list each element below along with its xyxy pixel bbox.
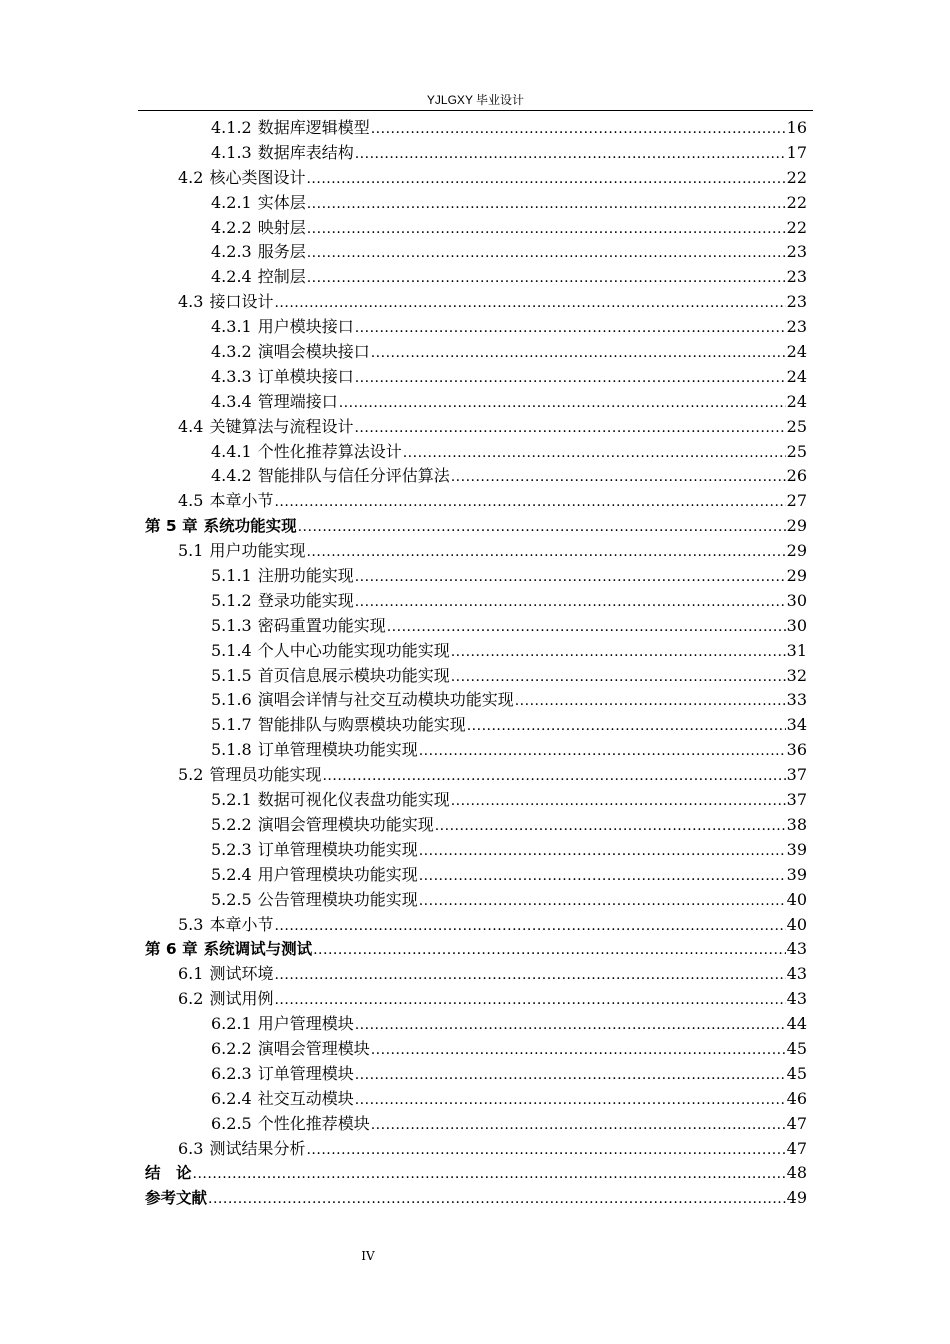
toc-entry-title: 关键算法与流程设计 <box>209 416 354 436</box>
toc-entry[interactable] <box>145 514 807 539</box>
toc-dot-leader <box>435 814 786 839</box>
toc-entry-number: 4.2.2 <box>211 217 252 237</box>
toc-dot-leader <box>307 192 786 217</box>
toc-entry-title: 用户管理模块 <box>257 1014 354 1034</box>
toc-entry-number: 5.1.2 <box>211 590 252 610</box>
toc-dot-leader <box>322 764 785 789</box>
toc-entry-number: 4.4 <box>178 416 204 436</box>
toc-entry-title: 服务层 <box>257 242 306 262</box>
toc-entry-title: 本章小节 <box>209 914 274 934</box>
toc-dot-leader <box>355 142 786 167</box>
toc-entry[interactable] <box>145 141 807 166</box>
toc-entry-title: 公告管理模块功能实现 <box>257 889 418 909</box>
toc-dot-leader <box>306 540 785 565</box>
toc-dot-leader <box>355 1063 786 1088</box>
toc-entry-number: 4.1.3 <box>211 142 252 162</box>
toc-entry-page: 46 <box>786 1088 807 1108</box>
toc-entry-title: 订单管理模块功能实现 <box>257 839 418 859</box>
toc-entry-title: 演唱会管理模块 <box>257 1038 370 1058</box>
toc-entry-number: 4.3 <box>178 292 204 312</box>
toc-entry[interactable] <box>145 937 807 962</box>
toc-entry-number: 4.3.4 <box>211 391 252 411</box>
toc-entry[interactable] <box>145 216 807 241</box>
toc-entry[interactable] <box>145 365 807 390</box>
toc-entry[interactable] <box>145 166 807 191</box>
toc-entry-page: 23 <box>786 242 807 262</box>
toc-entry-title: 实体层 <box>257 192 306 212</box>
toc-entry-number: 5.1.4 <box>211 640 252 660</box>
toc-entry-page: 48 <box>786 1163 807 1183</box>
toc-entry-title: 订单管理模块 <box>257 1063 354 1083</box>
toc-entry-page: 40 <box>786 889 807 909</box>
toc-dot-leader <box>355 1088 786 1113</box>
toc-entry-title: 智能排队与购票模块功能实现 <box>257 715 466 735</box>
toc-entry-title: 个性化推荐模块 <box>257 1113 370 1133</box>
toc-entry-number: 6.2.1 <box>211 1014 252 1034</box>
toc-entry-page: 25 <box>786 416 807 436</box>
toc-entry-page: 39 <box>786 864 807 884</box>
toc-entry-page: 37 <box>786 790 807 810</box>
toc-entry[interactable] <box>145 688 807 713</box>
toc-entry-title: 数据库表结构 <box>257 142 354 162</box>
toc-dot-leader <box>193 1162 786 1187</box>
toc-entry-number: 5.1 <box>178 541 204 561</box>
toc-entry-number: 5.2.1 <box>211 790 252 810</box>
toc-entry-number: 5.2.3 <box>211 839 252 859</box>
toc-entry-number: 5.1.3 <box>211 615 252 635</box>
toc-entry-title: 映射层 <box>257 217 306 237</box>
toc-entry[interactable] <box>145 763 807 788</box>
toc-entry-title: 系统功能实现 <box>203 517 297 536</box>
toc-dot-leader <box>451 665 786 690</box>
toc-entry-title: 测试结果分析 <box>209 1138 306 1158</box>
toc-entry-number: 5.1.6 <box>211 690 252 710</box>
toc-entry[interactable] <box>145 489 807 514</box>
toc-entry-title: 密码重置功能实现 <box>257 615 386 635</box>
toc-entry-page: 26 <box>786 466 807 486</box>
toc-dot-leader <box>355 1013 786 1038</box>
toc-entry-number: 4.2.1 <box>211 192 252 212</box>
toc-entry-title: 个人中心功能实现功能实现 <box>257 640 450 660</box>
toc-dot-leader <box>274 914 785 939</box>
toc-entry-title: 用户功能实现 <box>209 541 306 561</box>
toc-entry-page: 16 <box>786 118 807 137</box>
toc-entry[interactable] <box>145 116 807 141</box>
toc-entry-page: 23 <box>786 267 807 287</box>
toc-entry-number: 5.3 <box>178 914 204 934</box>
toc-entry-number: 6.3 <box>178 1138 204 1158</box>
toc-entry-number: 5.1.8 <box>211 740 252 760</box>
toc-entry-page: 22 <box>786 217 807 237</box>
toc-dot-leader <box>274 291 785 316</box>
toc-entry-page: 45 <box>786 1063 807 1083</box>
toc-entry[interactable] <box>145 888 807 913</box>
toc-entry[interactable] <box>145 1137 807 1162</box>
toc-entry-number: 4.3.1 <box>211 317 252 337</box>
toc-dot-leader <box>274 988 785 1013</box>
toc-entry[interactable] <box>145 415 807 440</box>
toc-entry-title: 接口设计 <box>209 292 274 312</box>
toc-entry-title: 社交互动模块 <box>257 1088 354 1108</box>
toc-entry[interactable] <box>145 589 807 614</box>
toc-dot-leader <box>419 839 786 864</box>
toc-entry[interactable] <box>145 838 807 863</box>
toc-entry-title: 用户模块接口 <box>257 317 354 337</box>
toc-entry-title: 系统调试与测试 <box>203 940 313 959</box>
toc-entry-page: 34 <box>786 715 807 735</box>
toc-entry-number: 4.3.2 <box>211 342 252 362</box>
toc-entry-number: 6.2.3 <box>211 1063 252 1083</box>
toc-entry-title: 核心类图设计 <box>209 167 306 187</box>
toc-entry-title: 控制层 <box>257 267 306 287</box>
toc-entry[interactable] <box>145 987 807 1012</box>
toc-entry-number: 4.3.3 <box>211 366 252 386</box>
toc-dot-leader <box>307 241 786 266</box>
toc-entry-page: 47 <box>786 1113 807 1133</box>
toc-entry-page: 47 <box>786 1138 807 1158</box>
toc-entry-number: 6.2.5 <box>211 1113 252 1133</box>
toc-entry[interactable] <box>145 315 807 340</box>
toc-entry[interactable] <box>145 1012 807 1037</box>
toc-entry[interactable] <box>145 664 807 689</box>
toc-entry-page: 23 <box>786 317 807 337</box>
toc-entry-number: 4.2 <box>178 167 204 187</box>
toc-entry[interactable] <box>145 1112 807 1137</box>
toc-entry[interactable] <box>145 713 807 738</box>
table-of-contents <box>145 116 807 1211</box>
toc-dot-leader <box>307 217 786 242</box>
toc-entry[interactable] <box>145 191 807 216</box>
toc-entry[interactable] <box>145 1037 807 1062</box>
toc-entry-page: 44 <box>786 1014 807 1034</box>
toc-entry-page: 23 <box>786 292 807 312</box>
toc-entry-number: 5.2 <box>178 765 204 785</box>
toc-entry-page: 30 <box>786 590 807 610</box>
toc-entry-title: 用户管理模块功能实现 <box>257 864 418 884</box>
toc-entry[interactable] <box>145 788 807 813</box>
toc-entry-title: 订单模块接口 <box>257 366 354 386</box>
toc-entry-page: 29 <box>786 541 807 561</box>
toc-entry-title: 注册功能实现 <box>257 566 354 586</box>
toc-entry-page: 32 <box>786 665 807 685</box>
toc-dot-leader <box>371 341 786 366</box>
toc-entry-page: 33 <box>786 690 807 710</box>
toc-entry-title: 测试用例 <box>209 989 274 1009</box>
toc-entry[interactable] <box>145 1087 807 1112</box>
toc-entry[interactable] <box>145 1062 807 1087</box>
toc-dot-leader <box>355 366 786 391</box>
toc-dot-leader <box>306 1138 785 1163</box>
toc-entry-number: 5.1.5 <box>211 665 252 685</box>
toc-entry[interactable] <box>145 1161 807 1186</box>
toc-entry[interactable] <box>145 265 807 290</box>
toc-entry-title: 个性化推荐算法设计 <box>257 441 402 461</box>
toc-entry[interactable] <box>145 738 807 763</box>
toc-entry-title: 结 论 <box>145 1164 192 1183</box>
toc-entry-page: 27 <box>786 491 807 511</box>
toc-entry-title: 管理端接口 <box>257 391 338 411</box>
toc-entry-number: 4.2.3 <box>211 242 252 262</box>
toc-entry-page: 43 <box>786 939 807 959</box>
toc-dot-leader <box>419 739 786 764</box>
toc-entry[interactable] <box>145 240 807 265</box>
toc-entry-number: 第 5 章 <box>145 517 198 536</box>
toc-dot-leader <box>274 963 785 988</box>
toc-dot-leader <box>355 590 786 615</box>
toc-entry[interactable] <box>145 539 807 564</box>
toc-entry-page: 29 <box>786 516 807 536</box>
toc-entry-page: 43 <box>786 989 807 1009</box>
toc-entry-page: 39 <box>786 839 807 859</box>
toc-entry-number: 6.2.4 <box>211 1088 252 1108</box>
toc-entry-title: 演唱会详情与社交互动模块功能实现 <box>257 690 514 710</box>
toc-entry-page: 22 <box>786 167 807 187</box>
page-header: YJLGXY 毕业设计 <box>138 90 813 111</box>
toc-dot-leader <box>306 167 785 192</box>
toc-dot-leader <box>403 441 786 466</box>
toc-entry-number: 第 6 章 <box>145 940 198 959</box>
toc-entry-page: 31 <box>786 640 807 660</box>
toc-entry-page: 22 <box>786 192 807 212</box>
toc-entry-title: 测试环境 <box>209 964 274 984</box>
toc-entry-number: 5.1.7 <box>211 715 252 735</box>
toc-entry-title: 订单管理模块功能实现 <box>257 740 418 760</box>
toc-dot-leader <box>419 864 786 889</box>
toc-entry-page: 45 <box>786 1038 807 1058</box>
toc-dot-leader <box>371 117 786 142</box>
toc-dot-leader <box>515 689 786 714</box>
toc-entry-title: 演唱会管理模块功能实现 <box>257 814 434 834</box>
toc-entry-number: 4.2.4 <box>211 267 252 287</box>
toc-entry-number: 6.2.2 <box>211 1038 252 1058</box>
toc-dot-leader <box>313 938 786 963</box>
toc-dot-leader <box>355 565 786 590</box>
toc-entry-page: 17 <box>786 142 807 162</box>
toc-entry[interactable] <box>145 639 807 664</box>
toc-entry-number: 6.1 <box>178 964 204 984</box>
toc-entry-page: 49 <box>786 1188 807 1208</box>
toc-entry-number: 5.1.1 <box>211 566 252 586</box>
toc-dot-leader <box>419 889 786 914</box>
toc-entry[interactable] <box>145 464 807 489</box>
toc-entry-page: 24 <box>786 366 807 386</box>
toc-entry[interactable] <box>145 564 807 589</box>
toc-entry-page: 43 <box>786 964 807 984</box>
toc-dot-leader <box>298 515 786 540</box>
toc-entry-page: 30 <box>786 615 807 635</box>
toc-entry-number: 4.1.2 <box>211 118 252 137</box>
toc-entry[interactable] <box>145 614 807 639</box>
toc-entry-title: 数据可视化仪表盘功能实现 <box>257 790 450 810</box>
toc-entry-title: 智能排队与信任分评估算法 <box>257 466 450 486</box>
toc-entry-title: 参考文献 <box>145 1189 208 1208</box>
toc-entry-number: 6.2 <box>178 989 204 1009</box>
toc-dot-leader <box>451 465 786 490</box>
toc-dot-leader <box>371 1038 786 1063</box>
toc-entry-number: 4.5 <box>178 491 204 511</box>
toc-entry-number: 5.2.2 <box>211 814 252 834</box>
toc-entry-number: 5.2.5 <box>211 889 252 909</box>
toc-entry[interactable] <box>145 440 807 465</box>
toc-entry-title: 首页信息展示模块功能实现 <box>257 665 450 685</box>
toc-entry-page: 37 <box>786 765 807 785</box>
toc-entry[interactable] <box>145 290 807 315</box>
toc-entry-title: 数据库逻辑模型 <box>257 118 370 137</box>
toc-entry-title: 演唱会模块接口 <box>257 342 370 362</box>
toc-dot-leader <box>371 1113 786 1138</box>
toc-dot-leader <box>451 789 786 814</box>
toc-dot-leader <box>274 490 785 515</box>
toc-entry-page: 38 <box>786 814 807 834</box>
toc-entry-page: 24 <box>786 342 807 362</box>
toc-entry[interactable] <box>145 863 807 888</box>
toc-entry-title: 登录功能实现 <box>257 590 354 610</box>
toc-dot-leader <box>355 316 786 341</box>
toc-entry[interactable] <box>145 1186 807 1211</box>
toc-entry[interactable] <box>145 390 807 415</box>
toc-entry[interactable] <box>145 913 807 938</box>
toc-dot-leader <box>339 391 786 416</box>
toc-entry[interactable] <box>145 962 807 987</box>
toc-dot-leader <box>354 416 785 441</box>
toc-dot-leader <box>208 1187 786 1212</box>
toc-entry[interactable] <box>145 340 807 365</box>
toc-dot-leader <box>307 266 786 291</box>
toc-entry-title: 管理员功能实现 <box>209 765 322 785</box>
toc-entry-number: 4.4.1 <box>211 441 252 461</box>
toc-entry-page: 40 <box>786 914 807 934</box>
toc-entry-page: 29 <box>786 566 807 586</box>
toc-entry-number: 5.2.4 <box>211 864 252 884</box>
toc-entry[interactable] <box>145 813 807 838</box>
toc-entry-title: 本章小节 <box>209 491 274 511</box>
toc-dot-leader <box>451 640 786 665</box>
toc-entry-page: 24 <box>786 391 807 411</box>
toc-entry-page: 25 <box>786 441 807 461</box>
page-number: IV <box>361 1249 375 1263</box>
toc-dot-leader <box>387 615 786 640</box>
toc-dot-leader <box>467 714 786 739</box>
toc-entry-number: 4.4.2 <box>211 466 252 486</box>
toc-entry-page: 36 <box>786 740 807 760</box>
